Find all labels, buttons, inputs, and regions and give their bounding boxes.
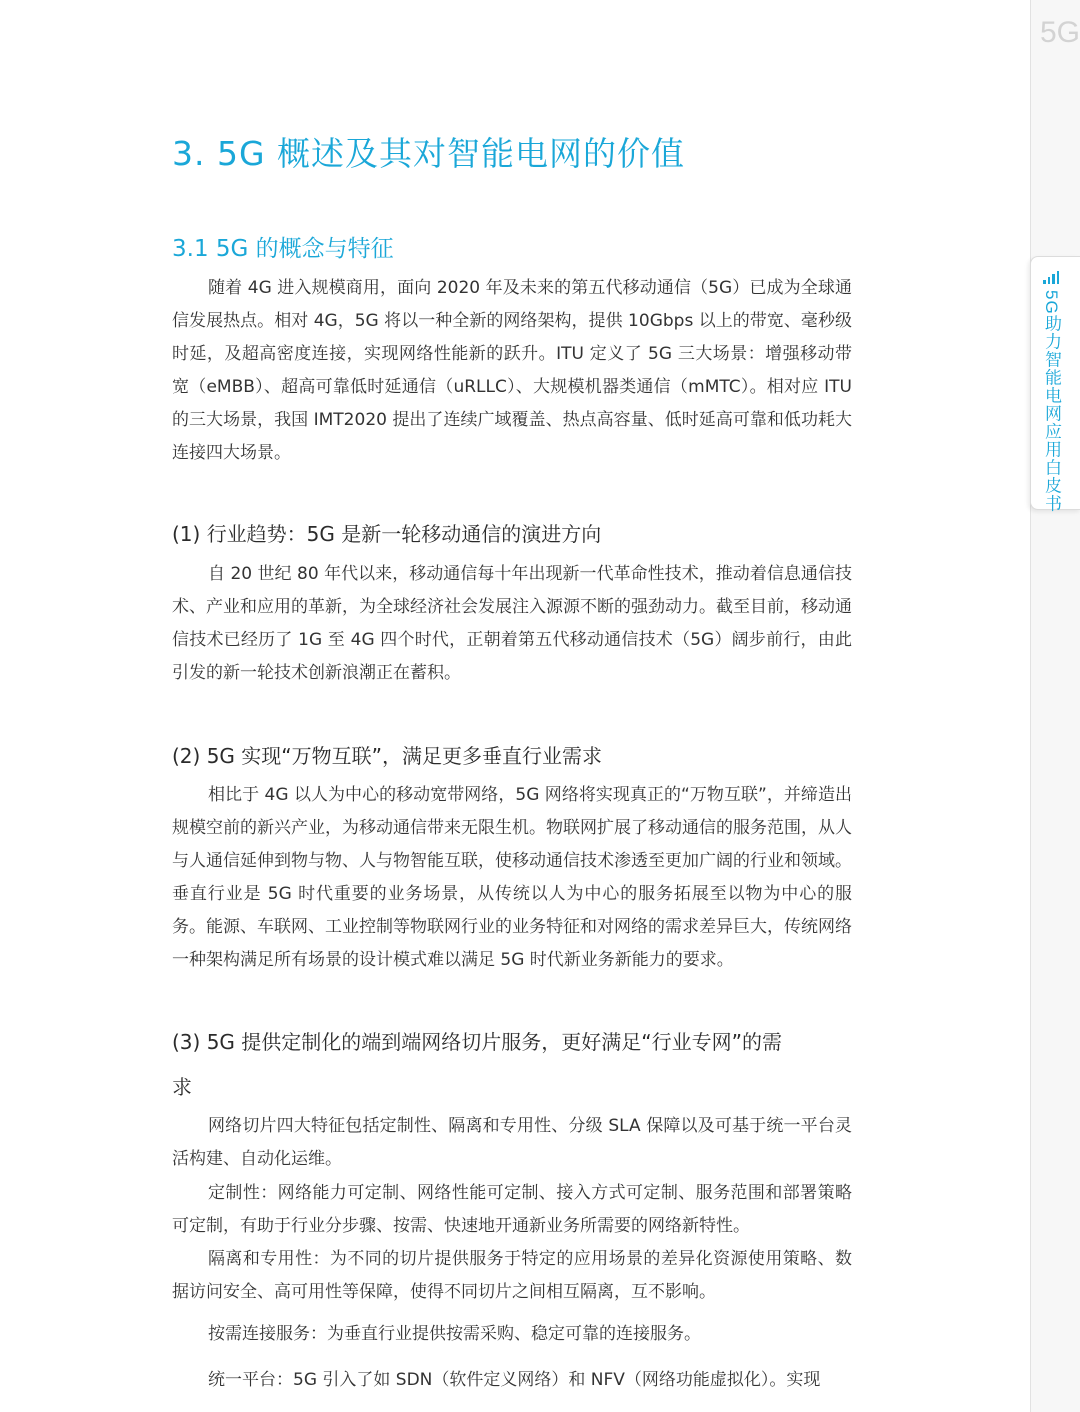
paragraph-internet-of-everything: 相比于 4G 以人为中心的移动宽带网络，5G 网络将实现真正的“万物互联”，并缔造出规模空前的新兴产业，为移动通信带来无限生机。物联网扩展了移动通信的服务范围，从人与人通信延伸到物与物、人与物智能互联，使移动通信技术渗透至更加广阔的行业和领域。垂直行业是 5G 时代重要的业务场景，从传统以人为中心的服务拓展至以物为中心的服务。能源、车联网、工业控制等物联网行业的业务特征和对网络的需求差异巨大，传统网络一种架构满足所有场景的设计模式难以满足 5G 时代新业务新能力的要求。 <box>172 785 852 970</box>
paragraph-slicing-features: 网络切片四大特征包括定制性、隔离和专用性、分级 SLA 保障以及可基于统一平台灵活构建、自动化运维。 <box>172 1116 852 1169</box>
subheading-internet-of-everything: (2) 5G 实现“万物互联”，满足更多垂直行业需求 <box>172 744 602 768</box>
paragraph-industry-trend: 自 20 世纪 80 年代以来，移动通信每十年出现新一代革命性技术，推动着信息通信技术、产业和应用的革新，为全球经济社会发展注入源源不断的强劲动力。截至目前，移动通信技术已经历了 1G 至 4G 四个时代，正朝着第五代移动通信技术（5G）阔步前行，由此引发的新一轮技术创新浪潮正在蓄积。 <box>172 564 852 683</box>
paragraph-isolation: 隔离和专用性：为不同的切片提供服务于特定的应用场景的差异化资源使用策略、数据访问安全、高可用性等保障，使得不同切片之间相互隔离，互不影响。 <box>172 1249 852 1302</box>
side-tab-label: 5G助力智能电网应用白皮书 <box>1042 290 1061 513</box>
subheading-network-slicing: (3) 5G 提供定制化的端到端网络切片服务，更好满足“行业专网”的需 <box>172 1030 782 1054</box>
paragraph-on-demand: 按需连接服务：为垂直行业提供按需采购、稳定可靠的连接服务。 <box>208 1324 701 1344</box>
5g-logo-icon: 5G <box>1040 16 1080 49</box>
signal-bars-icon <box>1043 270 1059 284</box>
paragraph-customization: 定制性：网络能力可定制、网络性能可定制、接入方式可定制、服务范围和部署策略可定制，有助于行业分步骤、按需、快速地开通新业务所需要的网络新特性。 <box>172 1183 852 1236</box>
paragraph-unified-platform: 统一平台：5G 引入了如 SDN（软件定义网络）和 NFV（网络功能虚拟化）。实现 <box>208 1370 821 1390</box>
section-title: 3. 5G 概述及其对智能电网的价值 <box>172 134 686 173</box>
subheading-network-slicing-cont: 求 <box>172 1075 192 1099</box>
page-edge-strip <box>1030 0 1080 1412</box>
intro-paragraph: 随着 4G 进入规模商用，面向 2020 年及未来的第五代移动通信（5G）已成为全球通信发展热点。相对 4G，5G 将以一种全新的网络架构，提供 10Gbps 以上的带宽、毫秒级时延，及超高密度连接，实现网络性能新的跃升。ITU 定义了 5G 三大场景：增强移动带宽（eMBB）、超高可靠低时延通信（uRLLC）、大规模机器类通信（mMTC）。相对应 ITU 的三大场景，我国 IMT2020 提出了连续广域覆盖、热点高容量、低时延高可靠和低功耗大连接四大场景。 <box>172 278 852 463</box>
subsection-title: 3.1 5G 的概念与特征 <box>172 236 394 262</box>
subheading-industry-trend: (1) 行业趋势：5G 是新一轮移动通信的演进方向 <box>172 522 602 546</box>
